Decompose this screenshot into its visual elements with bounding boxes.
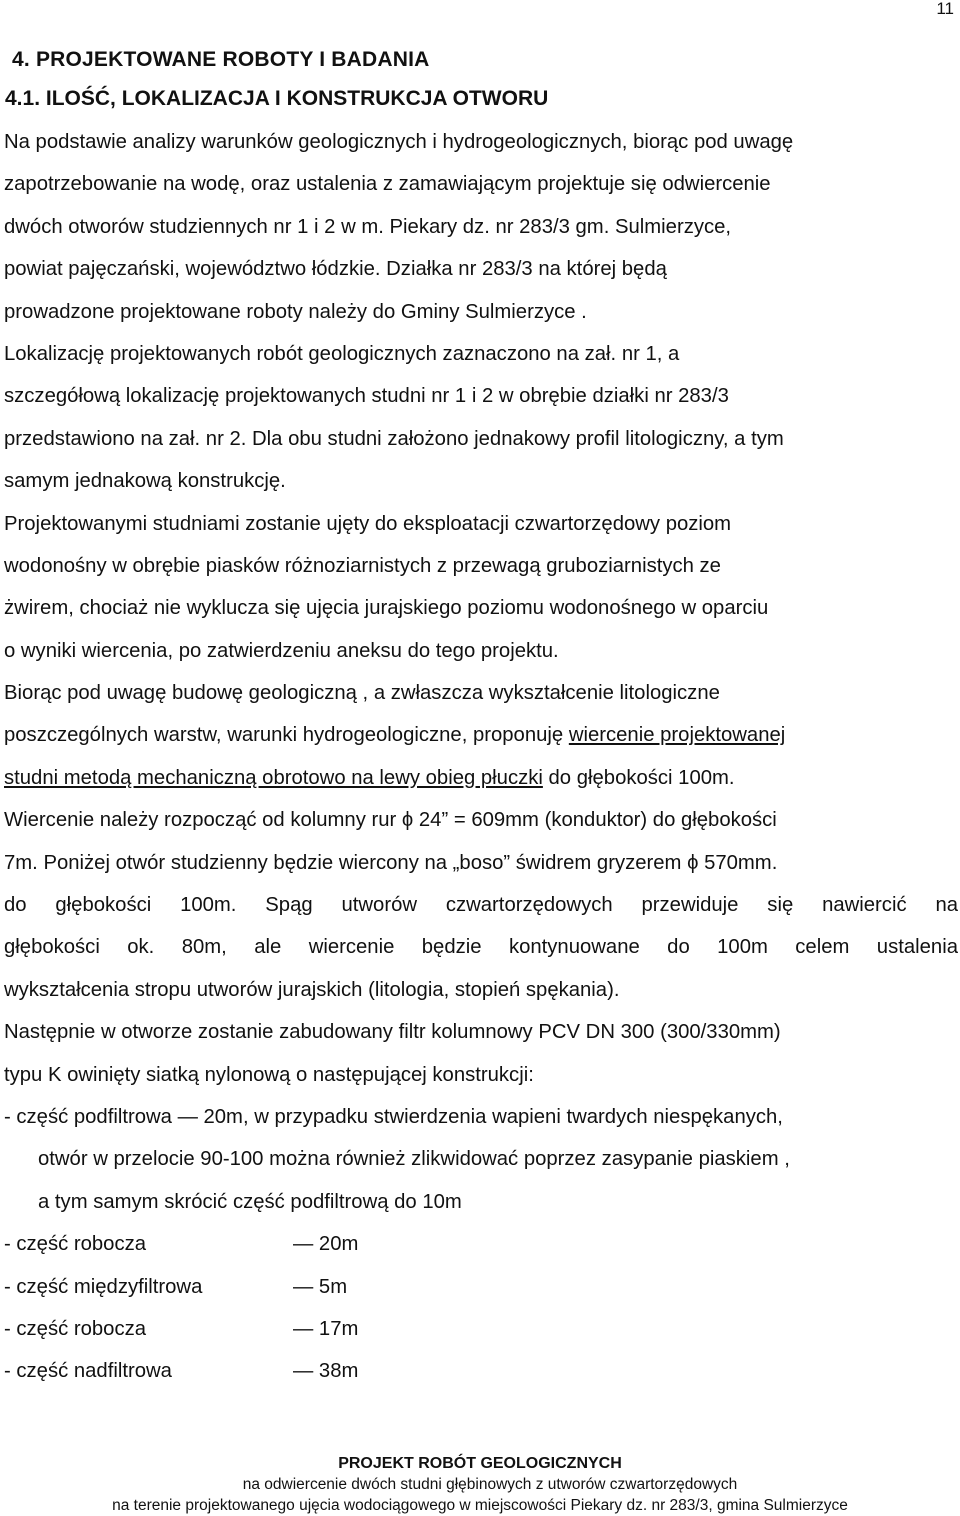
footer-title: PROJEKT ROBÓT GEOLOGICZNYCH [338,1455,622,1472]
text-line: głębokości ok. 80m, ale wiercenie będzie kontynuowane do 100m celem ustalenia [4,936,958,959]
list-item [4,1350,958,1392]
text-line-method [4,757,958,799]
list-item [4,1266,958,1308]
text-line: szczegółową lokalizację projektowanych studni nr 1 i 2 w obrębie działki nr 283/3 [4,385,729,408]
list-item [4,1223,958,1265]
footer-line: na terenie projektowanego ujęcia wodociągowego w miejscowości Piekary dz. nr 283/3, gmina Sulmierzyce [112,1497,848,1514]
indented-line: a tym samym skrócić część podfiltrową do 10m [38,1190,462,1213]
list-item [4,1308,958,1350]
text-line: Biorąc pod uwagę budowę geologiczną , a zwłaszcza wykształcenie litologiczne [4,682,720,705]
indented-line: otwór w przelocie 90-100 można również zlikwidować poprzez zasypanie piaskiem , [38,1148,790,1171]
paragraph-block-1 [4,121,958,799]
text-line: do głębokości 100m. Spąg utworów czwartorzędowych przewiduje się nawiercić na [4,894,958,917]
list-item-value: — 5m [293,1275,348,1298]
list-item-label: - część międzyfiltrowa [4,1275,203,1298]
list-item-label: - część robocza [4,1233,147,1256]
list-item-value: — 20m [293,1233,359,1256]
text-line: Następnie w otworze zostanie zabudowany filtr kolumnowy PCV DN 300 (300/330mm) [4,1021,781,1044]
text-line: 7m. Poniżej otwór studzienny będzie wiercony na „boso” świdrem gryzerem ϕ 570mm. [4,851,778,874]
text-line: prowadzone projektowane roboty należy do Gminy Sulmierzyce . [4,300,587,323]
text-line-proposal [4,714,958,756]
list-item-label: - część nadfiltrowa [4,1360,172,1383]
text-line: dwóch otworów studziennych nr 1 i 2 w m. Piekary dz. nr 283/3 gm. Sulmierzyce, [4,215,732,238]
document-body [4,43,958,1393]
text-line: przedstawiono na zał. nr 2. Dla obu studni założono jednakowy profil litologiczny, a tym [4,427,784,450]
text-line: Wiercenie należy rozpocząć od kolumny rur ϕ 24” = 609mm (konduktor) do głębokości [4,809,777,832]
underlined-text: studni metodą mechaniczną obrotowo na lewy obieg płuczki [4,766,543,789]
text-line: Projektowanymi studniami zostanie ujęty do eksploatacji czwartorzędowy poziom [4,512,732,535]
text-line: - część podfiltrowa — 20m, w przypadku stwierdzenia wapieni twardych niespękanych, [4,1105,783,1128]
text-line: samym jednakową konstrukcję. [4,470,286,493]
list-item-value: — 38m [293,1360,359,1383]
construction-list [4,1223,958,1393]
paragraph-block-2 [4,799,958,1223]
text-line: wodonośny w obrębie piasków różnoziarnistych z przewagą gruboziarnistych ze [4,554,721,577]
text-line: zapotrzebowanie na wodę, oraz ustalenia z zamawiającym projektuje się odwiercenie [4,173,771,196]
text-line: typu K owinięty siatką nylonową o następującej konstrukcji: [4,1063,534,1086]
subsection-heading: 4.1. ILOŚĆ, LOKALIZACJA I KONSTRUKCJA OTWORU [5,87,549,110]
text-span: do głębokości 100m. [542,766,735,789]
page-footer [0,1453,960,1516]
footer-line: na odwiercenie dwóch studni głębinowych z utworów czwartorzędowych [242,1476,738,1493]
underlined-text: wiercenie projektowanej [568,724,786,747]
page-number: 11 [936,0,954,18]
text-line: Na podstawie analizy warunków geologicznych i hydrogeologicznych, biorąc pod uwagę [4,131,794,153]
text-span: poszczególnych warstw, warunki hydrogeologiczne, proponuję [4,724,569,747]
list-item-label: - część robocza [4,1317,147,1340]
text-line: Lokalizację projektowanych robót geologicznych zaznaczono na zał. nr 1, a [4,342,680,365]
text-line: o wyniki wiercenia, po zatwierdzeniu aneksu do tego projektu. [4,639,559,662]
text-line: powiat pajęczański, województwo łódzkie. Działka nr 283/3 na której będą [4,258,667,281]
list-item-value: — 17m [293,1317,359,1340]
text-line: żwirem, chociaż nie wyklucza się ujęcia jurajskiego poziomu wodonośnego w oparciu [4,597,769,620]
text-line: wykształcenia stropu utworów jurajskich (litologia, stopień spękania). [4,978,620,1001]
section-heading: 4. PROJEKTOWANE ROBOTY I BADANIA [12,48,430,71]
